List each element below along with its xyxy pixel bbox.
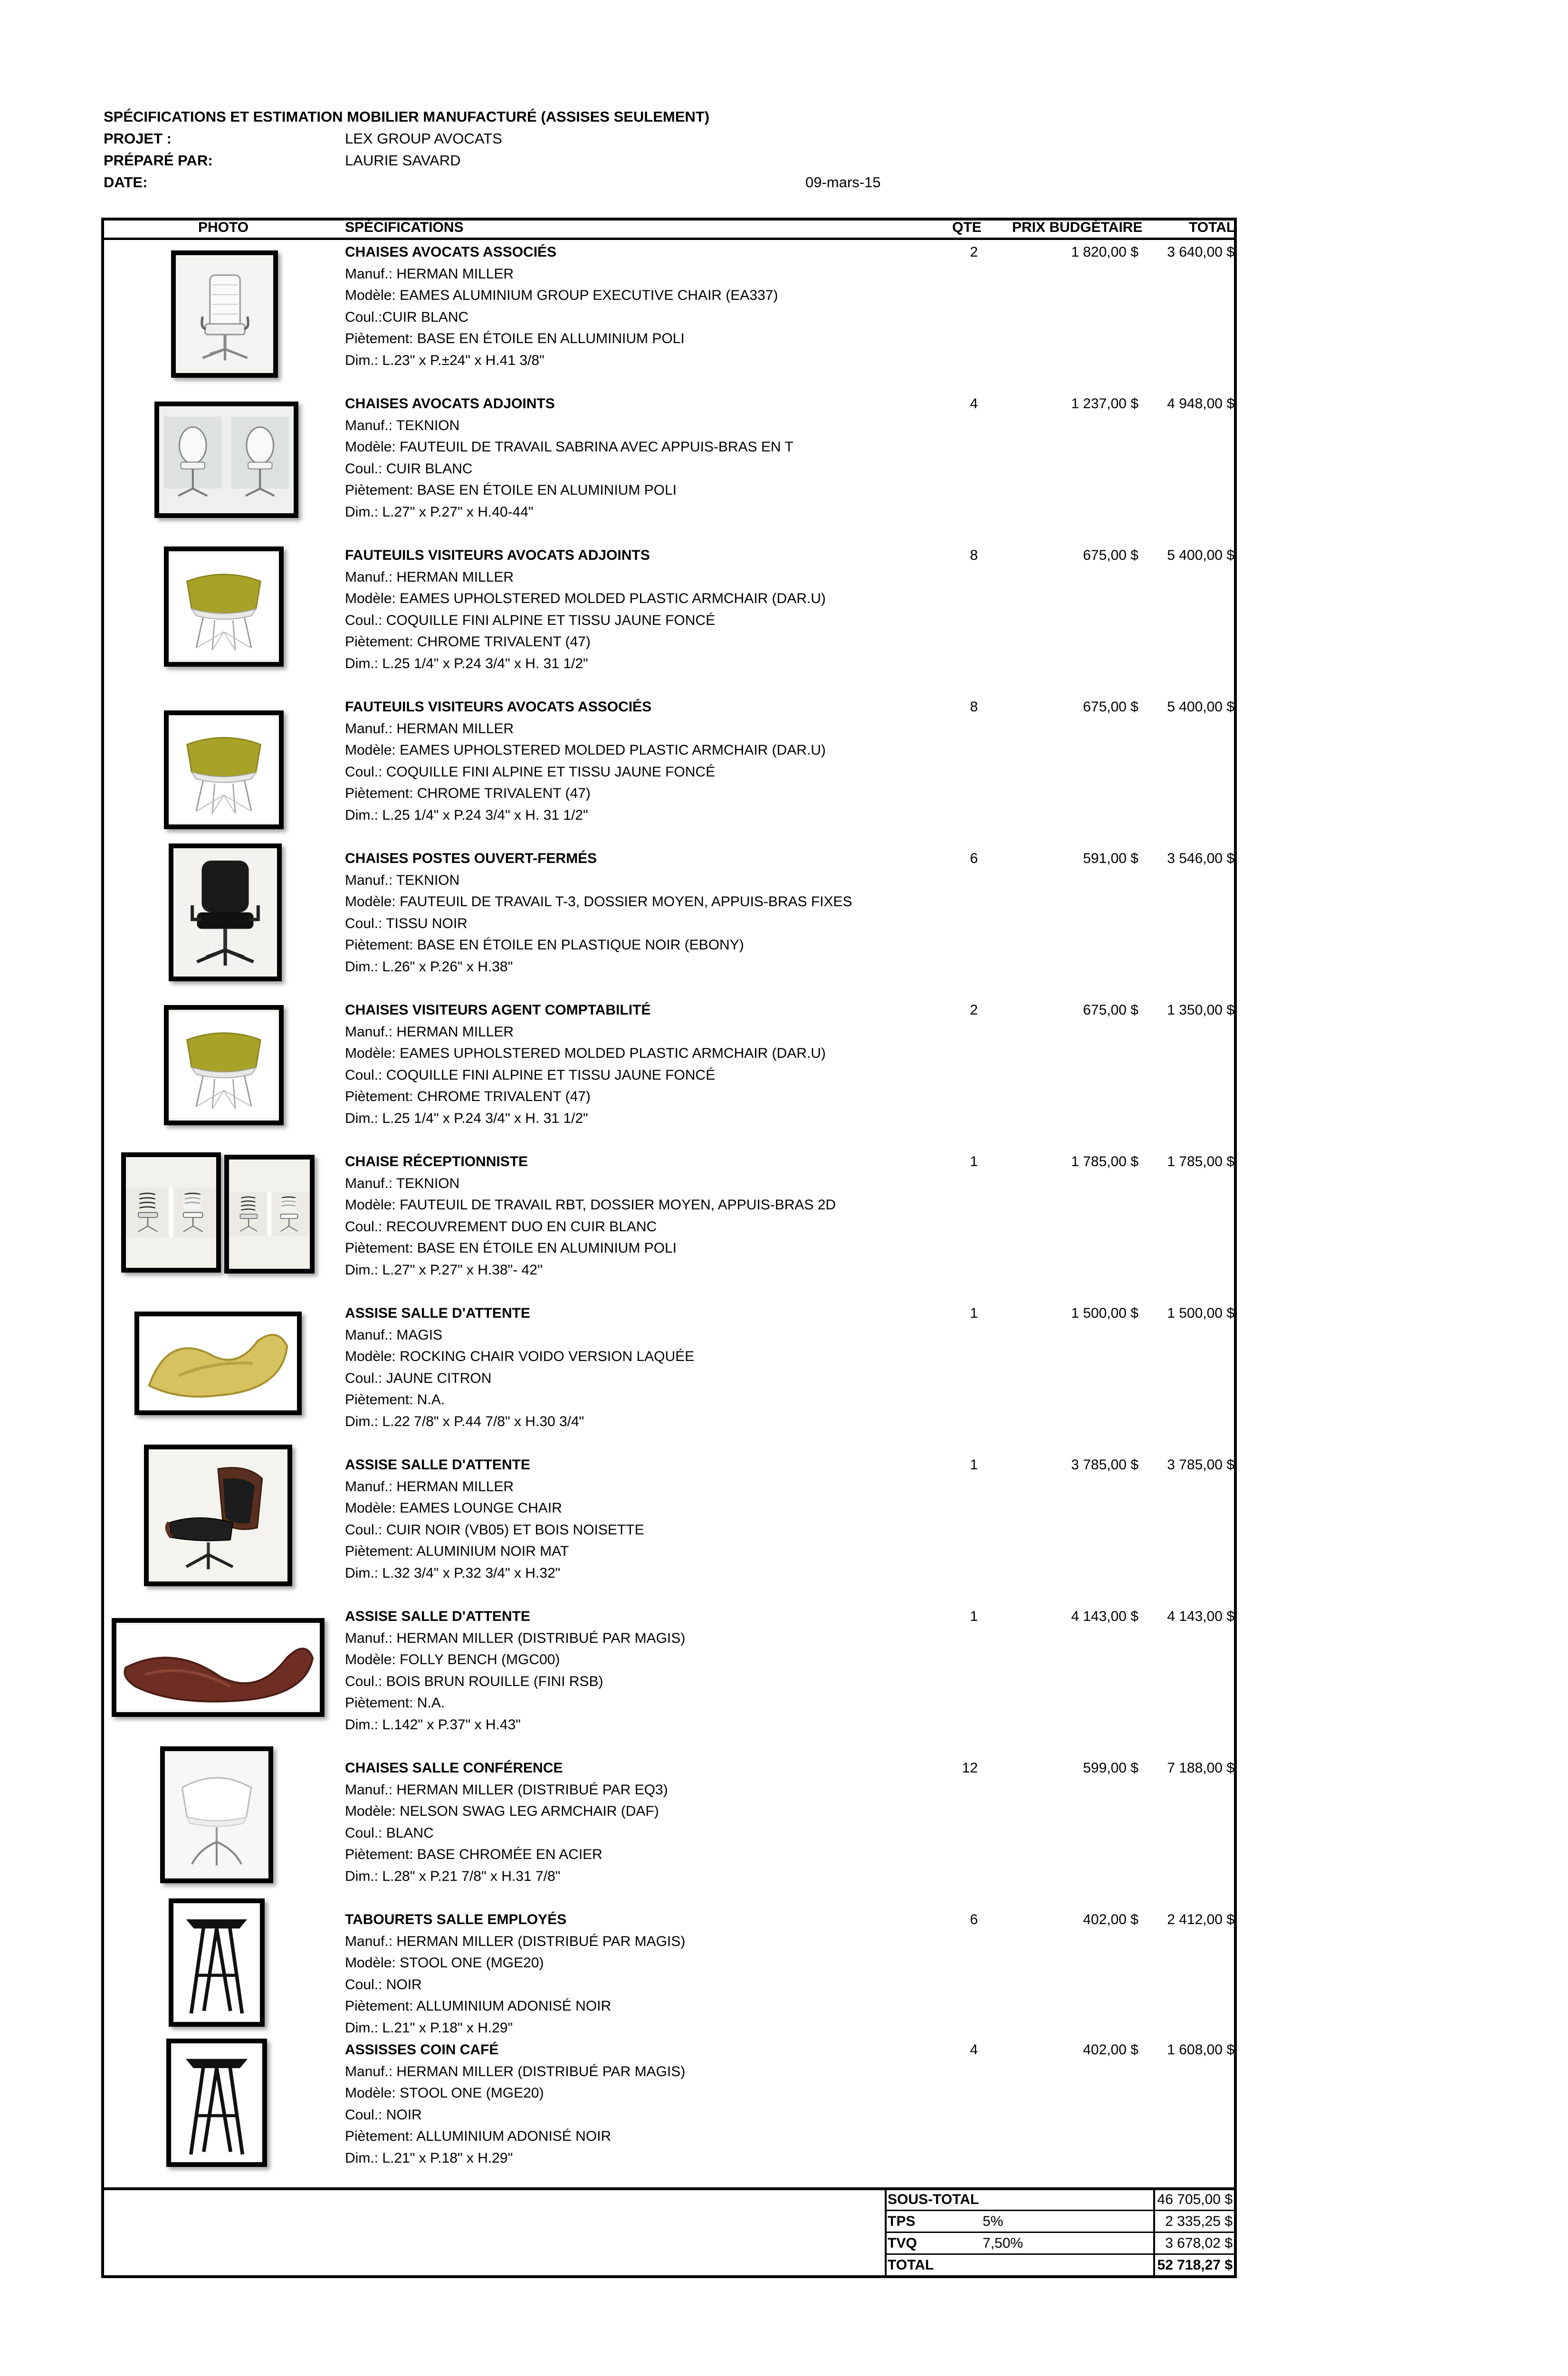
item-manufacturer: Manuf.: TEKNION	[345, 417, 460, 433]
item-total: 1 785,00 $	[1167, 1154, 1234, 1169]
item-dimensions: Dim.: L.25 1/4" x P.24 3/4" x H. 31 1/2"	[345, 807, 588, 823]
item-title: CHAISES SALLE CONFÉRENCE	[345, 1760, 563, 1776]
item-base: Piètement: N.A.	[345, 1695, 445, 1711]
item-base: Piètement: BASE EN ÉTOILE EN ALLUMINIUM POLI	[345, 331, 685, 347]
item-total: 3 785,00 $	[1167, 1457, 1234, 1473]
item-unit-price: 675,00 $	[1083, 699, 1138, 715]
tvq-row	[888, 2232, 1234, 2254]
item-specs	[345, 1151, 836, 1281]
item-model: Modèle: ROCKING CHAIR VOIDO VERSION LAQUÉE	[345, 1349, 695, 1365]
item-quantity: 8	[970, 547, 978, 563]
item-specs	[345, 393, 794, 523]
item-base: Piètement: ALLUMINIUM ADONISÉ NOIR	[345, 1998, 612, 2014]
item-unit-price: 1 785,00 $	[1071, 1154, 1138, 1169]
item-unit-price: 3 785,00 $	[1071, 1457, 1138, 1473]
col-header-price: PRIX BUDGÉTAIRE	[1012, 220, 1143, 235]
rbt-chair-photo-icon	[224, 1155, 315, 1274]
item-total: 5 400,00 $	[1167, 699, 1234, 715]
tps-label: TPS	[888, 2213, 916, 2229]
item-manufacturer: Manuf.: MAGIS	[345, 1327, 443, 1343]
item-quantity: 4	[970, 2042, 978, 2058]
item-manufacturer: Manuf.: HERMAN MILLER	[345, 1478, 514, 1495]
item-quantity: 6	[970, 1912, 978, 1927]
item-title: ASSISSES COIN CAFÉ	[345, 2042, 499, 2058]
item-color: Coul.: NOIR	[345, 2107, 422, 2123]
item-color: Coul.: BOIS BRUN ROUILLE (FINI RSB)	[345, 1673, 603, 1689]
white-swag-leg-chair-photo-icon	[160, 1746, 273, 1883]
item-quantity: 2	[970, 1002, 978, 1018]
black-task-chair-photo-icon	[169, 843, 282, 981]
date-label: DATE:	[104, 174, 148, 191]
col-header-total: TOTAL	[1189, 220, 1235, 235]
item-color: Coul.: CUIR NOIR (VB05) ET BOIS NOISETTE	[345, 1522, 644, 1538]
item-color: Coul.: JAUNE CITRON	[345, 1370, 492, 1386]
item-unit-price: 675,00 $	[1083, 547, 1138, 563]
projet-label: PROJET :	[104, 130, 172, 147]
item-unit-price: 4 143,00 $	[1071, 1609, 1138, 1624]
item-color: Coul.: BLANC	[345, 1825, 434, 1841]
item-dimensions: Dim.: L.142" x P.37" x H.43"	[345, 1716, 521, 1733]
item-model: Modèle: FAUTEUIL DE TRAVAIL RBT, DOSSIER MOYEN, APPUIS-BRAS 2D	[345, 1197, 836, 1213]
item-specs	[345, 696, 826, 826]
item-color: Coul.: COQUILLE FINI ALPINE ET TISSU JAUNE FONCÉ	[345, 612, 716, 628]
item-quantity: 1	[970, 1154, 978, 1169]
item-quantity: 2	[970, 244, 978, 260]
folly-bench-photo-icon	[112, 1618, 325, 1717]
item-title: ASSISE SALLE D'ATTENTE	[345, 1457, 530, 1473]
item-base: Piètement: N.A.	[345, 1392, 445, 1408]
header-divider	[101, 238, 1237, 240]
item-title: CHAISES AVOCATS ASSOCIÉS	[345, 244, 557, 260]
yellow-rocking-chair-photo-icon	[134, 1312, 302, 1415]
item-total: 4 948,00 $	[1167, 396, 1234, 412]
item-color: Coul.: NOIR	[345, 1976, 422, 1993]
item-specs	[345, 999, 826, 1130]
grand-total-value: 52 718,27 $	[1157, 2257, 1233, 2273]
date-value: 09-mars-15	[805, 174, 881, 191]
col-header-qty: QTE	[952, 220, 982, 235]
item-manufacturer: Manuf.: HERMAN MILLER (DISTRIBUÉ PAR EQ3)	[345, 1782, 668, 1798]
item-dimensions: Dim.: L.25 1/4" x P.24 3/4" x H. 31 1/2"	[345, 655, 588, 671]
item-specs	[345, 1909, 685, 2039]
item-base: Piètement: CHROME TRIVALENT (47)	[345, 786, 591, 802]
item-model: Modèle: EAMES UPHOLSTERED MOLDED PLASTIC ARMCHAIR (DAR.U)	[345, 742, 826, 758]
item-model: Modèle: FAUTEUIL DE TRAVAIL SABRINA AVEC APPUIS-BRAS EN T	[345, 439, 794, 455]
item-color: Coul.: TISSU NOIR	[345, 915, 468, 931]
item-title: FAUTEUILS VISITEURS AVOCATS ADJOINTS	[345, 547, 650, 563]
tps-value: 2 335,25 $	[1165, 2213, 1233, 2229]
item-specs	[345, 848, 852, 978]
item-manufacturer: Manuf.: HERMAN MILLER	[345, 569, 514, 585]
item-base: Piètement: BASE EN ÉTOILE EN ALUMINIUM POLI	[345, 1240, 677, 1256]
rbt-chair-photo-icon	[121, 1152, 221, 1273]
item-title: TABOURETS SALLE EMPLOYÉS	[345, 1912, 567, 1927]
item-base: Piètement: ALLUMINIUM ADONISÉ NOIR	[345, 2128, 612, 2145]
item-model: Modèle: NELSON SWAG LEG ARMCHAIR (DAF)	[345, 1803, 659, 1820]
item-unit-price: 1 237,00 $	[1071, 396, 1138, 412]
item-color: Coul.:CUIR BLANC	[345, 309, 469, 325]
item-quantity: 8	[970, 699, 978, 715]
item-title: ASSISE SALLE D'ATTENTE	[345, 1609, 530, 1624]
item-base: Piètement: ALUMINIUM NOIR MAT	[345, 1543, 569, 1560]
item-manufacturer: Manuf.: HERMAN MILLER (DISTRIBUÉ PAR MAGIS)	[345, 2063, 686, 2079]
item-dimensions: Dim.: L.27" x P.27" x H.38"- 42''	[345, 1262, 543, 1278]
grand-total-row	[888, 2254, 1234, 2276]
item-quantity: 1	[970, 1305, 978, 1321]
item-dimensions: Dim.: L.27" x P.27" x H.40-44"	[345, 504, 534, 520]
item-total: 3 546,00 $	[1167, 851, 1234, 866]
item-base: Piètement: CHROME TRIVALENT (47)	[345, 634, 591, 650]
item-dimensions: Dim.: L.21" x P.18" x H.29"	[345, 2020, 513, 2036]
yellow-shell-armchair-photo-icon	[164, 710, 284, 829]
item-quantity: 1	[970, 1457, 978, 1473]
prepare-label: PRÉPARÉ PAR:	[104, 152, 213, 169]
item-unit-price: 591,00 $	[1083, 851, 1138, 866]
item-dimensions: Dim.: L.32 3/4" x P.32 3/4" x H.32"	[345, 1565, 561, 1581]
subtotal-label: SOUS-TOTAL	[888, 2192, 979, 2207]
item-model: Modèle: FOLLY BENCH (MGC00)	[345, 1652, 560, 1668]
item-specs	[345, 1303, 694, 1433]
item-quantity: 1	[970, 1609, 978, 1624]
item-title: CHAISE RÉCEPTIONNISTE	[345, 1154, 528, 1169]
item-unit-price: 402,00 $	[1083, 1912, 1138, 1927]
item-color: Coul.: CUIR BLANC	[345, 460, 473, 477]
item-dimensions: Dim.: L.22 7/8" x P.44 7/8" x H.30 3/4"	[345, 1413, 584, 1429]
item-unit-price: 599,00 $	[1083, 1760, 1138, 1776]
item-manufacturer: Manuf.: TEKNION	[345, 872, 460, 888]
item-dimensions: Dim.: L.25 1/4" x P.24 3/4" x H. 31 1/2"	[345, 1110, 588, 1126]
item-color: Coul.: RECOUVREMENT DUO EN CUIR BLANC	[345, 1218, 657, 1235]
col-header-photo: PHOTO	[198, 220, 249, 235]
subtotal-value: 46 705,00 $	[1157, 2192, 1233, 2207]
item-unit-price: 675,00 $	[1083, 1002, 1138, 1018]
item-model: Modèle: STOOL ONE (MGE20)	[345, 2085, 544, 2101]
item-dimensions: Dim.: L.28" x P.21 7/8" x H.31 7/8"	[345, 1868, 561, 1884]
item-specs	[345, 2039, 685, 2169]
item-quantity: 6	[970, 851, 978, 866]
item-specs	[345, 545, 826, 675]
item-dimensions: Dim.: L.23" x P.±24" x H.41 3/8"	[345, 352, 545, 368]
item-unit-price: 1 820,00 $	[1071, 244, 1138, 260]
black-stool-photo-icon	[166, 2039, 267, 2167]
item-total: 1 608,00 $	[1167, 2042, 1234, 2058]
item-total: 1 350,00 $	[1167, 1002, 1234, 1018]
item-color: Coul.: COQUILLE FINI ALPINE ET TISSU JAUNE FONCÉ	[345, 1067, 716, 1083]
yellow-shell-armchair-photo-icon	[164, 1005, 284, 1125]
item-title: CHAISES VISITEURS AGENT COMPTABILITÉ	[345, 1002, 651, 1018]
item-specs	[345, 1454, 644, 1584]
prepare-value: LAURIE SAVARD	[345, 152, 461, 169]
item-base: Piètement: BASE EN ÉTOILE EN PLASTIQUE NOIR (EBONY)	[345, 937, 744, 953]
item-title: FAUTEUILS VISITEURS AVOCATS ASSOCIÉS	[345, 699, 652, 715]
projet-value: LEX GROUP AVOCATS	[345, 130, 502, 147]
item-quantity: 12	[962, 1760, 978, 1776]
item-unit-price: 402,00 $	[1083, 2042, 1138, 2058]
item-dimensions: Dim.: L.21" x P.18" x H.29"	[345, 2150, 513, 2166]
white-executive-chair-photo-icon	[171, 250, 278, 378]
item-model: Modèle: STOOL ONE (MGE20)	[345, 1955, 544, 1971]
white-task-chairs-pair-photo-icon	[154, 402, 298, 518]
yellow-shell-armchair-photo-icon	[164, 546, 284, 667]
item-title: CHAISES AVOCATS ADJOINTS	[345, 396, 555, 412]
item-model: Modèle: EAMES UPHOLSTERED MOLDED PLASTIC ARMCHAIR (DAR.U)	[345, 1045, 826, 1062]
item-base: Piètement: CHROME TRIVALENT (47)	[345, 1089, 591, 1105]
col-header-specs: SPÉCIFICATIONS	[345, 220, 464, 235]
grand-total-label: TOTAL	[888, 2257, 934, 2273]
item-specs	[345, 241, 778, 372]
item-base: Piètement: BASE EN ÉTOILE EN ALUMINIUM POLI	[345, 482, 677, 498]
item-unit-price: 1 500,00 $	[1071, 1305, 1138, 1321]
item-manufacturer: Manuf.: TEKNION	[345, 1175, 460, 1191]
item-total: 2 412,00 $	[1167, 1912, 1234, 1927]
item-color: Coul.: COQUILLE FINI ALPINE ET TISSU JAUNE FONCÉ	[345, 764, 716, 780]
lounge-chair-photo-icon	[144, 1445, 292, 1586]
tvq-label: TVQ	[888, 2235, 917, 2251]
item-specs	[345, 1606, 685, 1736]
item-model: Modèle: EAMES ALUMINIUM GROUP EXECUTIVE CHAIR (EA337)	[345, 287, 778, 304]
item-model: Modèle: EAMES LOUNGE CHAIR	[345, 1500, 562, 1516]
item-total: 1 500,00 $	[1167, 1305, 1234, 1321]
black-stool-photo-icon	[169, 1898, 265, 2027]
item-manufacturer: Manuf.: HERMAN MILLER (DISTRIBUÉ PAR MAGIS)	[345, 1933, 686, 1949]
item-total: 4 143,00 $	[1167, 1609, 1234, 1624]
item-quantity: 4	[970, 396, 978, 412]
item-total: 7 188,00 $	[1167, 1760, 1234, 1776]
item-title: CHAISES POSTES OUVERT-FERMÉS	[345, 851, 597, 866]
subtotal-row	[888, 2189, 1234, 2211]
item-total: 3 640,00 $	[1167, 244, 1234, 260]
item-total: 5 400,00 $	[1167, 547, 1234, 563]
item-specs	[345, 1757, 668, 1887]
item-model: Modèle: EAMES UPHOLSTERED MOLDED PLASTIC ARMCHAIR (DAR.U)	[345, 591, 826, 607]
tvq-rate: 7,50%	[983, 2235, 1023, 2251]
item-manufacturer: Manuf.: HERMAN MILLER (DISTRIBUÉ PAR MAGIS)	[345, 1630, 686, 1646]
item-manufacturer: Manuf.: HERMAN MILLER	[345, 1024, 514, 1040]
tps-rate: 5%	[983, 2213, 1004, 2229]
item-title: ASSISE SALLE D'ATTENTE	[345, 1305, 530, 1321]
tvq-value: 3 678,02 $	[1165, 2235, 1233, 2251]
item-manufacturer: Manuf.: HERMAN MILLER	[345, 720, 514, 737]
tps-row	[888, 2211, 1234, 2232]
item-manufacturer: Manuf.: HERMAN MILLER	[345, 266, 514, 282]
item-base: Piètement: BASE CHROMÉE EN ACIER	[345, 1847, 602, 1863]
document-title: SPÉCIFICATIONS ET ESTIMATION MOBILIER MANUFACTURÉ (ASSISES SEULEMENT)	[104, 108, 710, 125]
item-model: Modèle: FAUTEUIL DE TRAVAIL T-3, DOSSIER MOYEN, APPUIS-BRAS FIXES	[345, 894, 852, 910]
item-dimensions: Dim.: L.26" x P.26" x H.38"	[345, 958, 513, 975]
